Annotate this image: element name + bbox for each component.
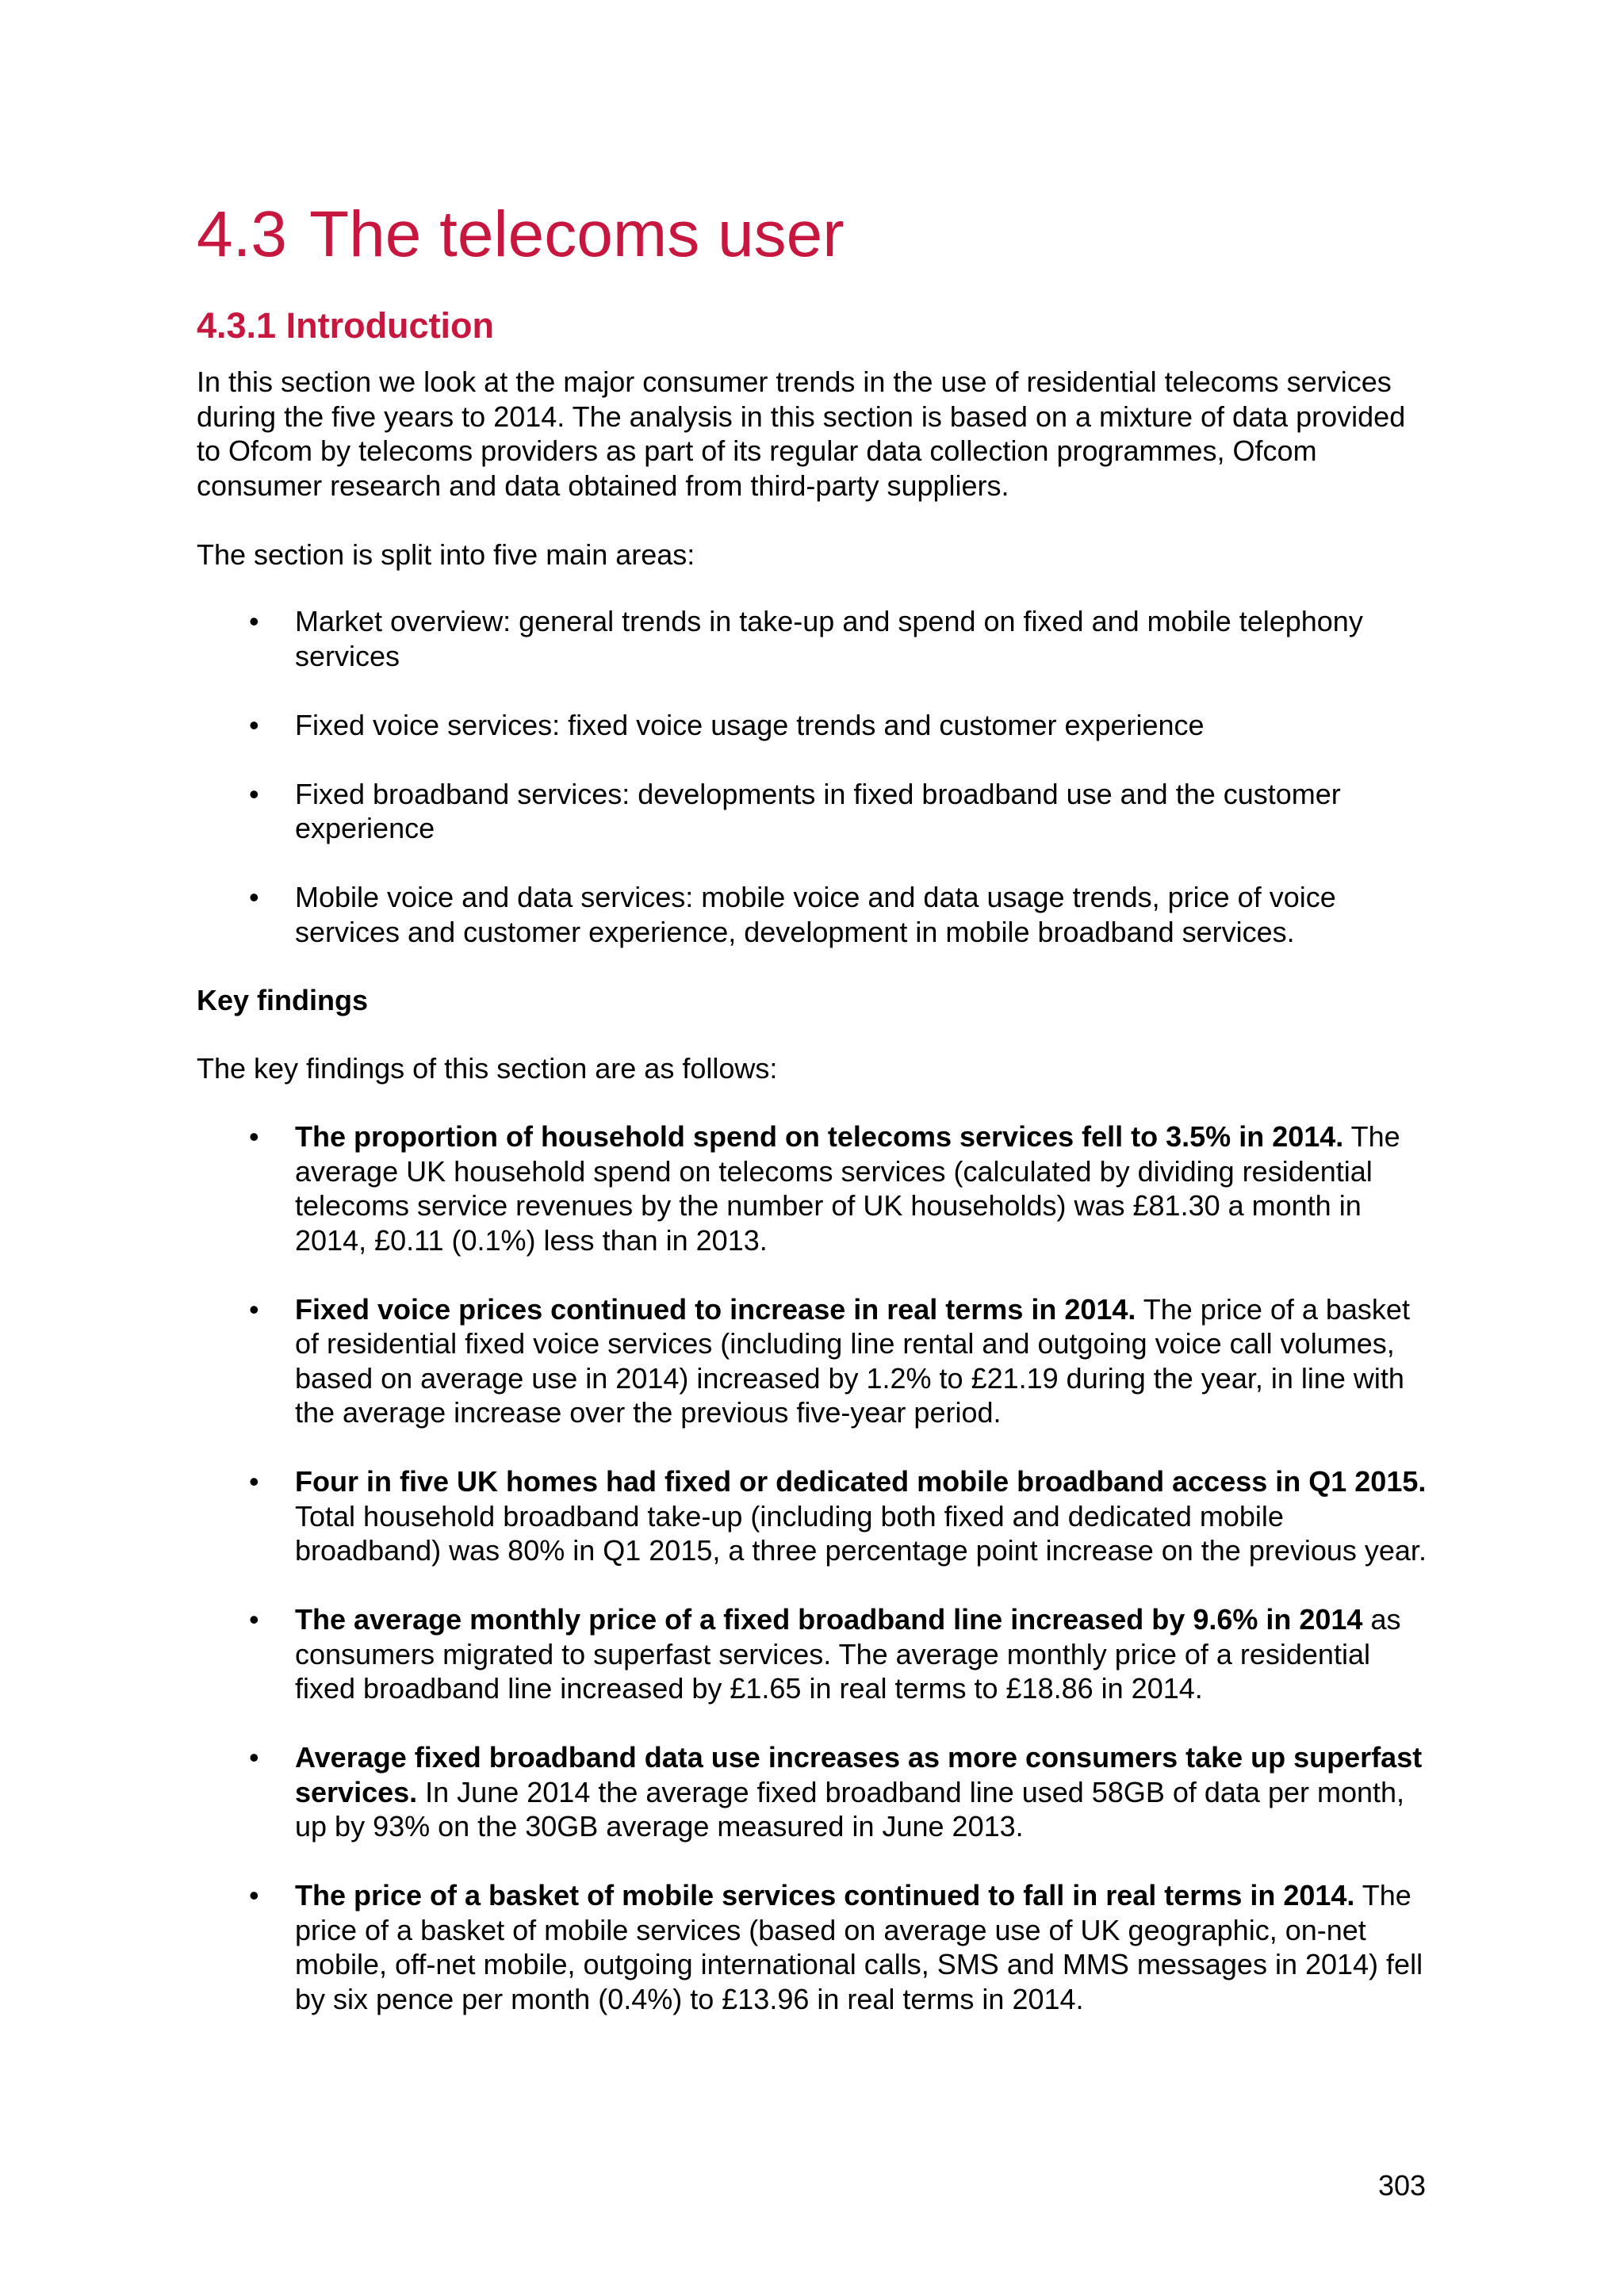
finding-detail: The average UK household spend on telecoms services (calculated by dividing residential telecoms service revenues by the number of UK households) was £81.30 a month in 2014, £0.11 (0.1%) less than in 2013. [295, 1120, 1400, 1257]
list-item [197, 1878, 1434, 2016]
bullet-icon: • [249, 1879, 259, 1911]
bullet-icon: • [249, 1741, 259, 1774]
bullet-icon: • [249, 605, 259, 637]
bullet-icon: • [249, 708, 259, 741]
area-text: Market overview: general trends in take-up and spend on fixed and mobile telephony services [295, 605, 1363, 672]
section-number: 4.3 [197, 198, 287, 270]
section-title-text: The telecoms user [309, 198, 845, 270]
finding-headline: The price of a basket of mobile services continued to fall in real terms in 2014. [295, 1879, 1355, 1911]
list-item [197, 708, 1434, 743]
list-item [197, 1740, 1434, 1844]
bullet-icon: • [249, 881, 259, 913]
finding-headline: The proportion of household spend on telecoms services fell to 3.5% in 2014. [295, 1120, 1344, 1153]
key-findings-intro: The key findings of this section are as follows: [197, 1052, 778, 1085]
bullet-icon: • [249, 1465, 259, 1498]
list-item [197, 604, 1434, 673]
finding-detail: Total household broadband take-up (including both fixed and dedicated mobile broadband) was 80% in Q1 2015, a three percentage point increase on the previous year. [295, 1499, 1427, 1567]
areas-list [197, 604, 1434, 984]
bullet-icon: • [249, 1120, 259, 1153]
list-item [197, 1602, 1434, 1706]
section-title [197, 197, 845, 273]
finding-headline: Four in five UK homes had fixed or dedicated mobile broadband access in Q1 2015. [295, 1465, 1427, 1498]
list-item [197, 880, 1434, 949]
list-item [197, 1119, 1434, 1257]
bullet-icon: • [249, 777, 259, 810]
finding-headline: Average fixed broadband data use increases as more consumers take up superfast services. [295, 1741, 1423, 1808]
list-item [197, 1464, 1434, 1568]
finding-detail: The price of a basket of mobile services (based on average use of UK geographic, on-net mobile, off-net mobile, outgoing international calls, SMS and MMS messages in 2014) fell by six pence per month (0.4%) to £13.96 in real terms in 2014. [295, 1879, 1423, 2015]
key-findings-heading: Key findings [197, 984, 369, 1016]
bullet-icon: • [249, 1292, 259, 1326]
key-findings-list [197, 1119, 1434, 2051]
page-number: 303 [1378, 2169, 1427, 2202]
finding-headline: Fixed voice prices continued to increase in real terms in 2014. [295, 1292, 1136, 1326]
subsection-title: 4.3.1 Introduction [197, 305, 495, 346]
list-item [197, 777, 1434, 846]
list-item [197, 1292, 1434, 1430]
finding-detail: The price of a basket of residential fixed voice services (including line rental and outgoing voice call volumes, based on average use in 2014) increased by 1.2% to £21.19 during the year, in line with the average increase over the previous five-year period. [295, 1292, 1410, 1429]
finding-headline: The average monthly price of a fixed broadband line increased by 9.6% in 2014 [295, 1603, 1363, 1636]
areas-intro-text: The section is split into five main areas: [197, 538, 695, 571]
area-text: Mobile voice and data services: mobile voice and data usage trends, price of voice services and customer experience, development in mobile broadband services. [295, 881, 1336, 948]
bullet-icon: • [249, 1603, 259, 1636]
finding-detail: In June 2014 the average fixed broadband line used 58GB of data per month, up by 93% on the 30GB average measured in June 2013. [295, 1775, 1405, 1843]
intro-paragraph: In this section we look at the major consumer trends in the use of residential telecoms services during the five years to 2014. The analysis in this section is based on a mixture of data provided to Ofcom by telecoms providers as part of its regular data collection programmes, Ofcom consumer research and data obtained from third-party suppliers. [197, 365, 1406, 502]
finding-detail: as consumers migrated to superfast services. The average monthly price of a residential fixed broadband line increased by £1.65 in real terms to £18.86 in 2014. [295, 1603, 1401, 1705]
area-text: Fixed broadband services: developments in fixed broadband use and the customer experience [295, 777, 1341, 844]
area-text: Fixed voice services: fixed voice usage trends and customer experience [295, 708, 1205, 741]
